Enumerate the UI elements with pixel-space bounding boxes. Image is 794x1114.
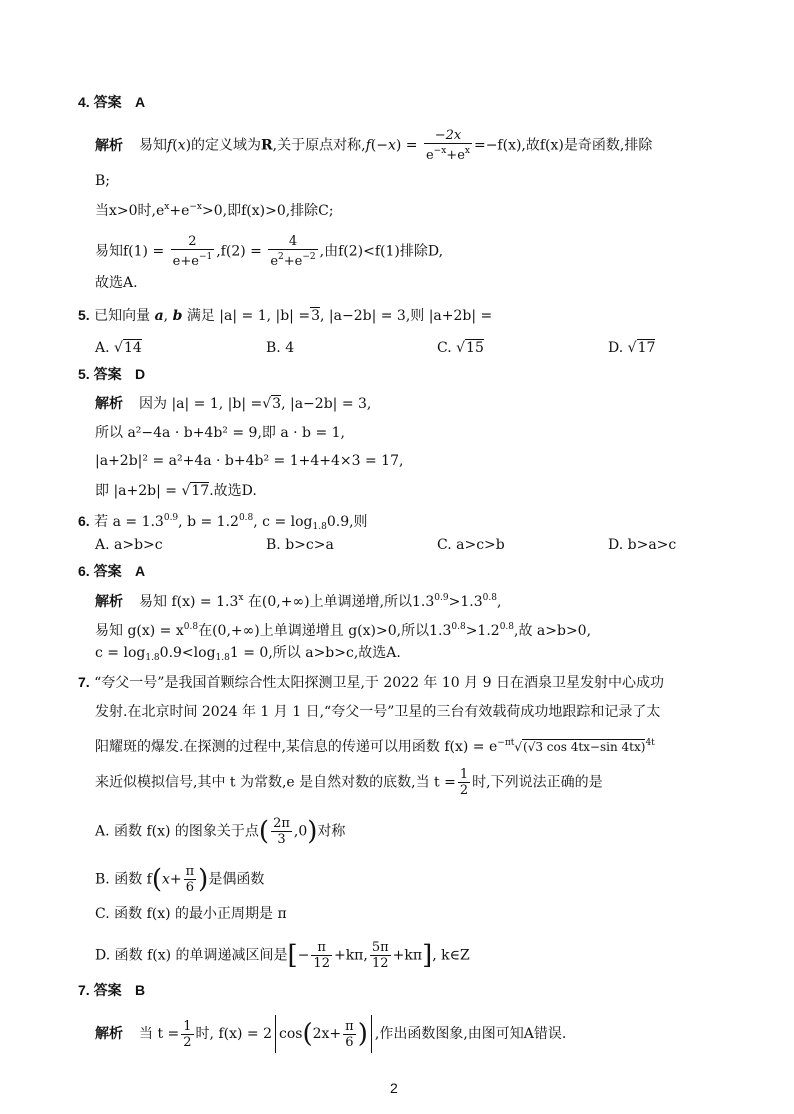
q5-stem: 5. 已知向量 a, b 满足 |a| = 1, |b| =3, |a−2b| = 3,则 |a+2b| = — [78, 307, 493, 324]
q5-answer-heading: 5. 答案 D — [78, 366, 146, 382]
q5-option-d: D. √17 — [608, 340, 656, 356]
q6-option-a: A. a>b>c — [95, 537, 163, 553]
q7-option-b: B. 函数 f(x+ $\frac{\pi}{6}$ )是偶函数 — [95, 864, 265, 895]
q7-stem-line-3: 阳耀斑的爆发.在探测的过程中,某信息的传递可以用函数 $f(x) = e^{-\pi t}√(√3$ cos 4tx−sin 4tx)$^{4t}$ — [95, 738, 655, 755]
q6-option-c: C. a>c>b — [437, 537, 505, 553]
q6-analysis-line-2: 易知 $g(x) = x^{0.8}$在(0,+∞)上单调递增且 g(x)>0,所以$1.3^{0.8}>1.2^{0.8}$,故 a>b>0, — [95, 622, 592, 639]
page-number: 2 — [390, 1080, 398, 1096]
q7-option-d: D. 函数 f(x) 的单调递减区间是[− $\frac{\pi}{12}$ +kπ, $\frac{5\pi}{12}$ +kπ], k∈Z — [95, 940, 470, 971]
q6-answer-heading: 6. 答案 A — [78, 563, 146, 579]
q7-stem-line-2: 发射.在北京时间 2024 年 1 月 1 日,“夸父一号”卫星的三台有效载荷成功地跟踪和记录了太 — [95, 704, 661, 720]
q7-stem-line-4: 来近似模拟信号,其中 t 为常数,e 是自然对数的底数,当 t = $\frac{1}{2}$ 时,下列说法正确的是 — [95, 767, 603, 798]
q5-analysis-line-4: 即 |a+2b| = √17.故选D. — [95, 483, 257, 499]
q7-option-c: C. 函数 f(x) 的最小正周期是 π — [95, 906, 287, 922]
q5-option-b: B. 4 — [266, 340, 295, 356]
q6-option-b: B. b>c>a — [266, 537, 334, 553]
q7-option-a: A. 函数 f(x) 的图象关于点( $\frac{2\pi}{3}$ ,0)对称 — [95, 816, 346, 847]
q5-option-a: A. √14 — [95, 340, 142, 356]
q5-analysis-line-3: |a+2b|² = a²+4a · b+4b² = 1+4+4×3 = 17, — [95, 453, 404, 469]
q6-stem: 6. 若 $a = 1.3^{0.9}$, $b = 1.2^{0.8}$, $c = \log_{1.8}0.9$,则 — [78, 513, 368, 532]
q5-analysis-line-1: 解析 因为 |a| = 1, |b| =√3, |a−2b| = 3, — [95, 396, 372, 412]
q6-analysis-line-1: 解析 易知 $f(x) = 1.3^x$ 在(0,+∞)上单调递增,所以$1.3^{0.9}>1.3^{0.8}$, — [95, 593, 502, 610]
q4-analysis-line-3: 当x>0时$,e^x+e^{-x}>0$,即f(x)>0,排除C; — [95, 202, 334, 219]
q5-option-c: C. √15 — [437, 340, 484, 356]
q4-analysis-line-4: 易知f(1) = $\frac{2}{e+e^{-1}}$ ,f(2) = $\frac{4}{e^2+e^{-2}}$ ,由f(2)<f(1)排除D, — [95, 234, 444, 269]
q4-answer-heading: 4. 答案 A — [78, 94, 146, 110]
q7-answer-heading: 7. 答案 B — [78, 982, 146, 998]
q4-analysis-line-2: B; — [95, 173, 111, 189]
q6-analysis-line-3: $c = \log_{1.8}0.9<\log_{1.8}1 = 0$,所以 a>b>c,故选A. — [95, 645, 401, 663]
q4-analysis-line-1: 解析 易知f(x)的定义域为R,关于原点对称,f(−x) = $\frac{-2x}{e^{-x}+e^x}$ =−f(x),故f(x)是奇函数,排除 — [95, 128, 653, 163]
q6-option-d: D. b>a>c — [608, 537, 677, 553]
q7-stem-line-1: 7. “夸父一号”是我国首颗综合性太阳探测卫星,于 2022 年 10 月 9 日在酒泉卫星发射中心成功 — [78, 674, 664, 691]
q5-analysis-line-2: 所以 a²−4a · b+4b² = 9,即 a · b = 1, — [95, 425, 346, 441]
q4-fraction: $\frac{-2x}{e^{-x}+e^x}$ — [425, 128, 470, 163]
q7-analysis-line-1: 解析 当 t = $\frac{1}{2}$ 时, f(x) = 2 cos(2x+ $\frac{\pi}{6}$ ) ,作出函数图象,由图可知A错误. — [95, 1015, 566, 1053]
q4-conclusion: 故选A. — [95, 275, 138, 291]
